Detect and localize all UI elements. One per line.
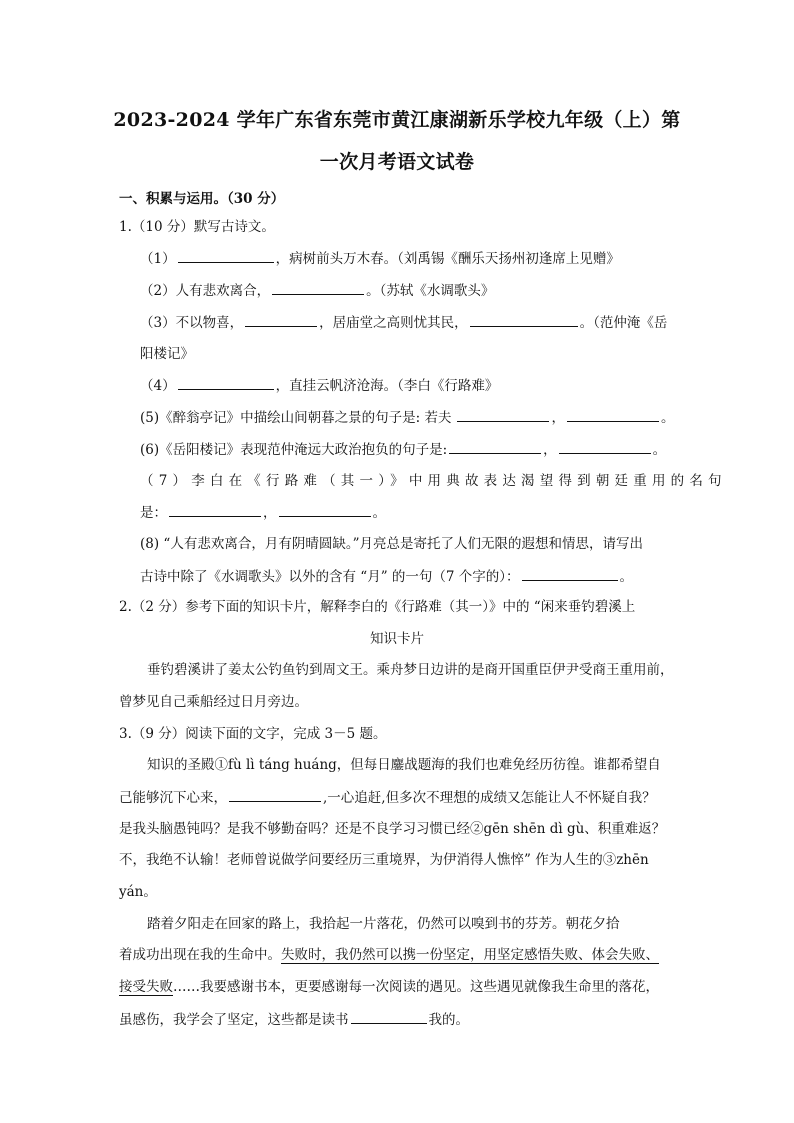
answer-blank[interactable] <box>279 503 371 517</box>
q1-sub3-post: 。（范仲淹《岳 <box>579 315 668 331</box>
underlined-sentence: 失败时，我仍然可以携一份坚定，用坚定感悟失败、体会失败、 <box>281 947 659 963</box>
q2-stem: 2.（2 分）参考下面的知识卡片，解释李白的《行路难（其一）》中的 “闲来垂钓碧溪上 <box>119 599 636 615</box>
exam-title-line2: 一次月考语文试卷 <box>319 151 475 173</box>
q1-sub7-line2 <box>140 503 386 522</box>
q1-sub8-line1: (8) “人有悲欢离合，月有阴晴圆缺。”月亮总是寄托了人们无限的遐想和情思，请写出 <box>140 536 643 552</box>
answer-blank[interactable] <box>457 408 549 422</box>
q1-sub4-pre: （4） <box>140 378 176 394</box>
q1-sub4 <box>140 376 498 395</box>
answer-blank[interactable] <box>522 567 618 581</box>
exam-title-line1: 2023-2024 学年广东省东莞市黄江康湖新乐学校九年级（上）第 <box>113 109 681 131</box>
passage-p1-line3: 是我头脑愚钝吗？是我不够勤奋吗？还是不良学习习惯已经②gēn shēn dì gù、积重难返？ <box>119 821 666 837</box>
q1-sub7-line1: （7）李白在《行路难（其一）》中用典故表达渴望得到朝廷重用的名句 <box>140 473 727 489</box>
q1-sub8-pre: 古诗中除了《水调歌头》以外的含有 “月” 的一句（7 个字的）： <box>140 569 520 585</box>
q1-sub8-line2 <box>140 567 633 586</box>
answer-blank[interactable] <box>178 376 274 390</box>
q1-sub3 <box>140 313 667 332</box>
passage-p2-line1: 踏着夕阳走在回家的路上，我拾起一片落花，仍然可以嗅到书的芬芳。朝花夕拾 <box>147 916 620 932</box>
q1-sub1-post: ，病树前头万木春。（刘禹锡《酬乐天扬州初逢席上见赠》 <box>275 251 620 267</box>
answer-blank[interactable] <box>449 440 541 454</box>
answer-blank[interactable] <box>272 281 364 295</box>
passage-p1-line5: yán。 <box>119 884 157 900</box>
q1-sub3-pre: （3）不以物喜， <box>140 315 244 331</box>
q1-sub3-cont: 阳楼记》 <box>140 346 194 362</box>
passage-p2-line3-post: ……我要感谢书本，更要感谢每一次阅读的遇见。这些遇见就像我生命里的落花， <box>173 979 659 995</box>
q1-sub6-pre: (6)《岳阳楼记》表现范仲淹远大政治抱负的句子是: <box>140 442 448 458</box>
q1-sub5 <box>140 408 674 427</box>
q1-sub2 <box>140 281 494 300</box>
passage-p1-line1: 知识的圣殿①fù lì táng huáng，但每日鏖战题海的我们也难免经历彷徨。谁都希望自 <box>147 757 661 773</box>
q1-sub1 <box>140 249 620 268</box>
passage-p1-line4: 不，我绝不认输！老师曾说做学问要经历三重境界，为伊消得人憔悴” 作为人生的③zhēn <box>119 852 649 868</box>
answer-blank[interactable] <box>567 408 659 422</box>
answer-blank[interactable] <box>245 313 317 327</box>
q1-sub5-mid: ， <box>551 410 565 426</box>
passage-p2-line4-post: 我的。 <box>428 1012 469 1028</box>
passage-p2-line3 <box>119 978 659 996</box>
passage-p2-line2-pre: 着成功出现在我的生命中。 <box>119 947 281 963</box>
knowledge-card-line2: 曾梦见自己乘船经过日月旁边。 <box>119 694 308 710</box>
answer-blank[interactable] <box>169 503 261 517</box>
passage-p1-line2 <box>119 788 656 807</box>
answer-blank[interactable] <box>559 440 651 454</box>
q1-sub8-post: 。 <box>619 569 634 585</box>
q1-sub7-mid: ， <box>263 505 277 521</box>
q1-sub2-post: 。（苏轼《水调歌头》 <box>366 283 495 299</box>
q1-sub6 <box>140 440 666 459</box>
answer-blank[interactable] <box>178 249 274 263</box>
q1-sub3-mid: ，居庙堂之高则忧其民， <box>319 315 468 331</box>
q1-sub6-mid: ， <box>543 442 557 458</box>
q3-stem: 3.（9 分）阅读下面的文字，完成 3－5 题。 <box>119 726 387 742</box>
knowledge-card-line1: 垂钓碧溪讲了姜太公钓鱼钓到周文王。乘舟梦日边讲的是商开国重臣伊尹受商王重用前， <box>147 662 674 678</box>
q1-stem: 1.（10 分）默写古诗文。 <box>119 219 275 235</box>
q1-sub1-pre: （1） <box>140 251 176 267</box>
underlined-sentence-end: 接受失败 <box>119 979 173 995</box>
q1-sub4-post: ，直挂云帆济沧海。（李白《行路难》 <box>275 378 499 394</box>
answer-blank[interactable] <box>229 788 321 802</box>
passage-p2-line4 <box>119 1010 469 1029</box>
passage-p2-line4-pre: 虽感伤，我学会了坚定，这些都是读书 <box>119 1012 349 1028</box>
q1-sub6-post: 。 <box>652 442 667 458</box>
passage-p1-line2-pre: 己能够沉下心来， <box>119 790 227 806</box>
q1-sub5-pre: (5)《醉翁亭记》中描绘山间朝暮之景的句子是: 若夫 <box>140 410 452 426</box>
passage-p2-line2 <box>119 946 659 964</box>
knowledge-card-title: 知识卡片 <box>370 631 424 647</box>
answer-blank[interactable] <box>351 1010 427 1024</box>
q1-sub5-post: 。 <box>660 410 675 426</box>
q1-sub7-pre: 是： <box>140 505 167 521</box>
answer-blank[interactable] <box>470 313 578 327</box>
q1-sub7-post: 。 <box>372 505 386 521</box>
section-heading: 一、积累与运用。（30 分） <box>119 191 285 207</box>
passage-p1-line2-post: ,一心追赶,但多次不理想的成绩又怎能让人不怀疑自我？ <box>323 790 656 806</box>
q1-sub2-pre: （2）人有悲欢离合， <box>140 283 271 299</box>
